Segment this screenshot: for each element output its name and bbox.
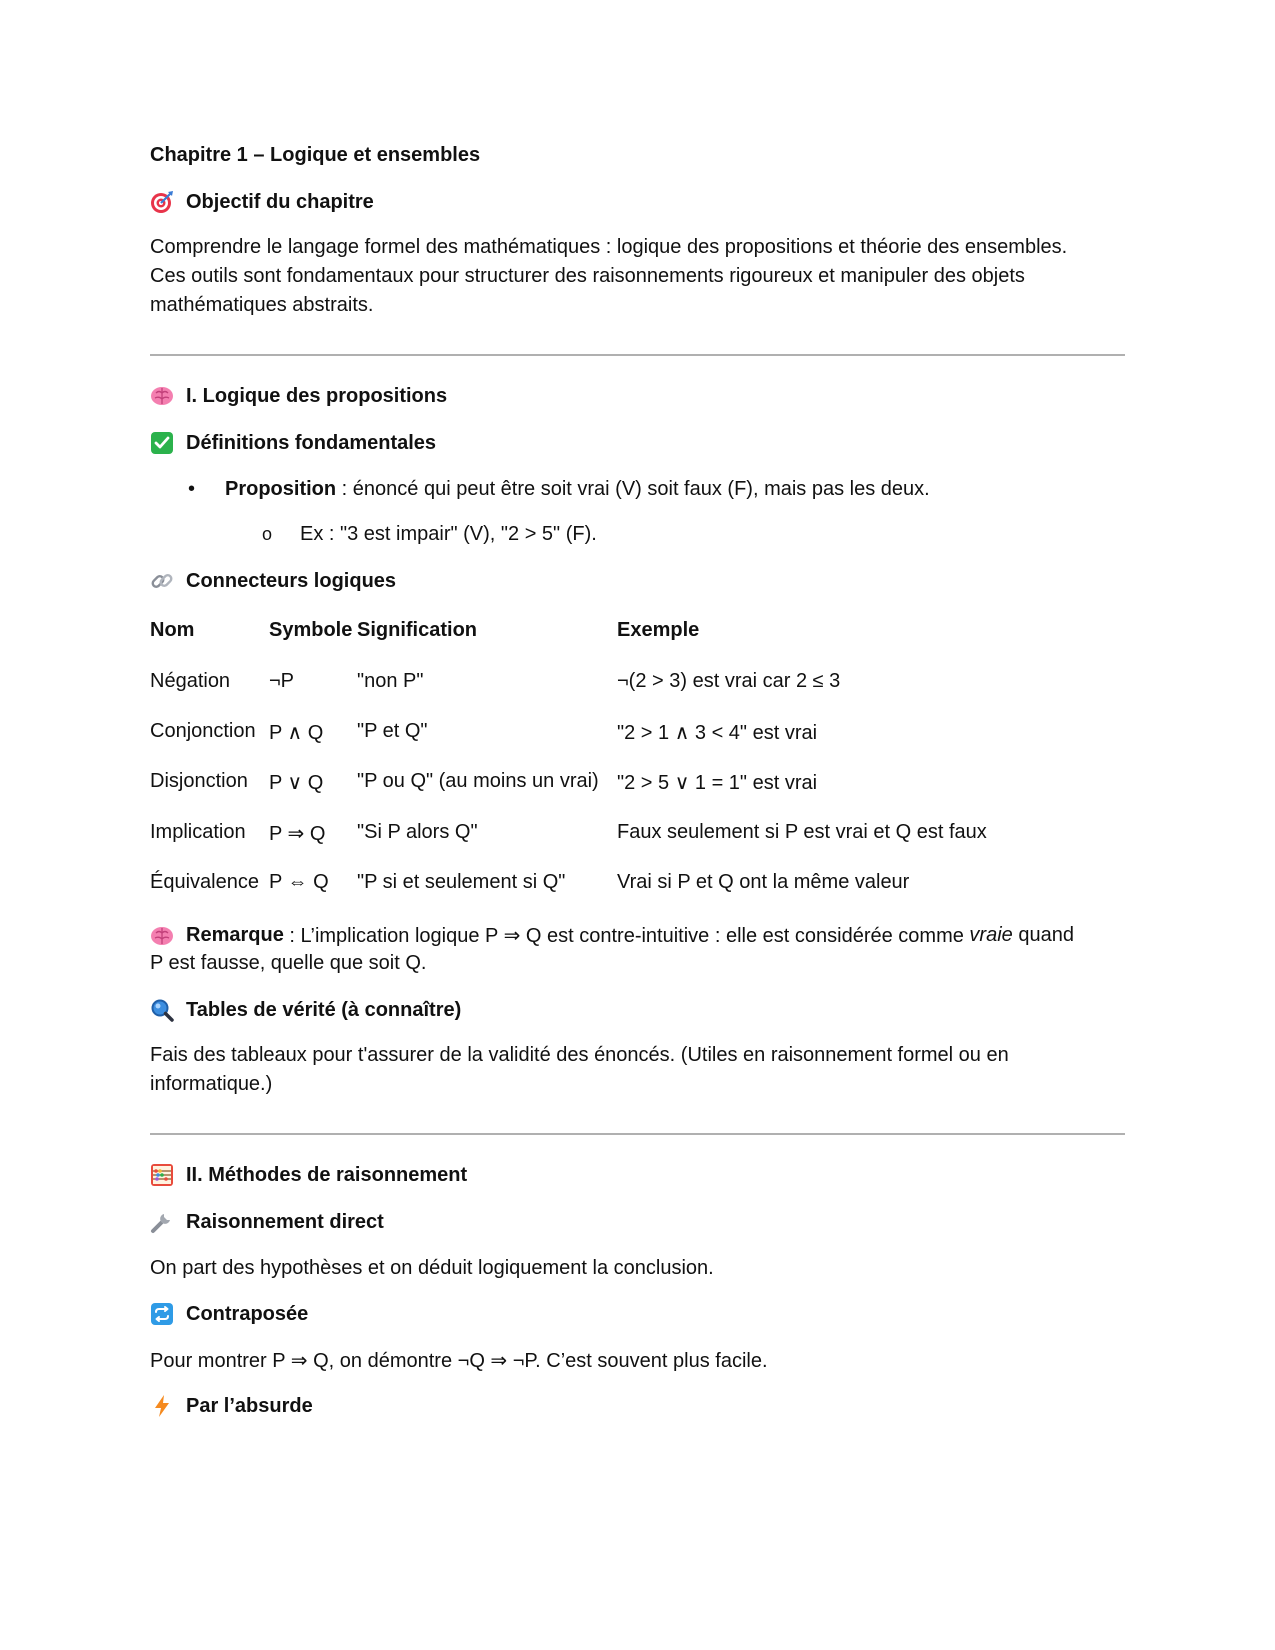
objectif-line-3: mathématiques abstraits. xyxy=(150,294,374,316)
cell-nom: Négation xyxy=(150,670,231,692)
cell-signification: "P et Q" xyxy=(357,720,428,742)
cell-exemple: ¬(2 > 3) est vrai car 2 ≤ 3 xyxy=(617,670,841,692)
cell-signification: "P ou Q" (au moins un vrai) xyxy=(357,770,599,792)
cell-symbole: P ∨ Q xyxy=(269,772,324,794)
cell-signification: "non P" xyxy=(357,670,424,692)
remarque-emph: vraie xyxy=(969,924,1013,946)
remarque-line-1 xyxy=(150,923,1074,948)
header-symbole: Symbole xyxy=(269,619,353,641)
definitions-heading xyxy=(150,431,436,455)
proposition-term: Proposition xyxy=(225,478,337,500)
page-title: Chapitre 1 – Logique et ensembles xyxy=(150,144,481,166)
header-signification: Signification xyxy=(357,619,477,641)
cell-exemple: "2 > 1 ∧ 3 < 4" est vrai xyxy=(617,722,818,744)
abacus-icon xyxy=(150,1163,174,1187)
remarque-label: Remarque xyxy=(186,924,284,946)
contraposee-text: Pour montrer P ⇒ Q, on démontre ¬Q ⇒ ¬P. C’est souvent plus facile. xyxy=(150,1350,768,1372)
cell-exemple: Faux seulement si P est vrai et Q est faux xyxy=(617,821,987,843)
lightning-icon xyxy=(150,1394,174,1418)
cell-nom: Équivalence xyxy=(150,871,259,893)
divider xyxy=(150,1133,1125,1135)
header-exemple: Exemple xyxy=(617,619,700,641)
remarque-text-after: quand xyxy=(1012,924,1074,946)
check-icon xyxy=(150,431,174,455)
cell-exemple: Vrai si P et Q ont la même valeur xyxy=(617,871,910,893)
repeat-icon xyxy=(150,1302,174,1326)
section-2-heading xyxy=(150,1163,467,1187)
contraposee-heading-text: Contraposée xyxy=(186,1302,309,1325)
cell-signification: "P si et seulement si Q" xyxy=(357,871,566,893)
contraposee-heading xyxy=(150,1302,308,1326)
direct-heading xyxy=(150,1210,384,1234)
link-icon xyxy=(150,569,174,593)
objectif-heading xyxy=(150,190,374,214)
brain-icon xyxy=(150,384,174,408)
cell-signification: "Si P alors Q" xyxy=(357,821,478,843)
cell-exemple: "2 > 5 ∨ 1 = 1" est vrai xyxy=(617,772,818,794)
objectif-heading-text: Objectif du chapitre xyxy=(186,190,374,213)
objectif-line-1: Comprendre le langage formel des mathématiques : logique des propositions et théorie des ensembles. xyxy=(150,236,1068,258)
tables-line-2: informatique.) xyxy=(150,1073,273,1095)
divider xyxy=(150,354,1125,356)
cell-nom: Conjonction xyxy=(150,720,256,742)
target-icon xyxy=(150,190,174,214)
absurde-heading-text: Par l’absurde xyxy=(186,1394,313,1417)
brain-icon xyxy=(150,924,174,948)
connecteurs-heading-text: Connecteurs logiques xyxy=(186,569,397,592)
section-1-heading xyxy=(150,384,447,408)
cell-symbole: P ∧ Q xyxy=(269,722,324,744)
section-2-heading-text: II. Méthodes de raisonnement xyxy=(186,1163,468,1186)
cell-symbole: P ⇒ Q xyxy=(269,823,326,845)
cell-symbole: ¬P xyxy=(269,670,295,692)
tables-heading-text: Tables de vérité (à connaître) xyxy=(186,998,462,1021)
proposition-text: : énoncé qui peut être soit vrai (V) soit faux (F), mais pas les deux. xyxy=(336,478,930,500)
cell-symbole: P ⇔ Q xyxy=(269,871,329,893)
tables-line-1: Fais des tableaux pour t'assurer de la validité des énoncés. (Utiles en raisonnement formel ou en xyxy=(150,1044,1009,1066)
objectif-line-2: Ces outils sont fondamentaux pour structurer des raisonnements rigoureux et manipuler des objets xyxy=(150,265,1025,287)
tables-heading xyxy=(150,998,461,1022)
magnifier-icon xyxy=(150,998,174,1022)
direct-text: On part des hypothèses et on déduit logiquement la conclusion. xyxy=(150,1257,714,1279)
cell-nom: Disjonction xyxy=(150,770,248,792)
remarque-text: : L’implication logique P ⇒ Q est contre-intuitive : elle est considérée comme xyxy=(283,925,970,947)
sub-bullet-circle: o xyxy=(262,524,273,544)
cell-nom: Implication xyxy=(150,821,246,843)
direct-heading-text: Raisonnement direct xyxy=(186,1210,384,1233)
sub-bullet-text: Ex : "3 est impair" (V), "2 > 5" (F). xyxy=(300,523,597,545)
absurde-heading xyxy=(150,1394,313,1418)
section-1-heading-text: I. Logique des propositions xyxy=(186,384,448,407)
header-nom: Nom xyxy=(150,619,195,641)
remarque-line-2: P est fausse, quelle que soit Q. xyxy=(150,952,427,974)
wrench-icon xyxy=(150,1210,174,1234)
connecteurs-heading xyxy=(150,569,396,593)
definitions-heading-text: Définitions fondamentales xyxy=(186,431,437,454)
bullet-dot: • xyxy=(188,478,196,500)
